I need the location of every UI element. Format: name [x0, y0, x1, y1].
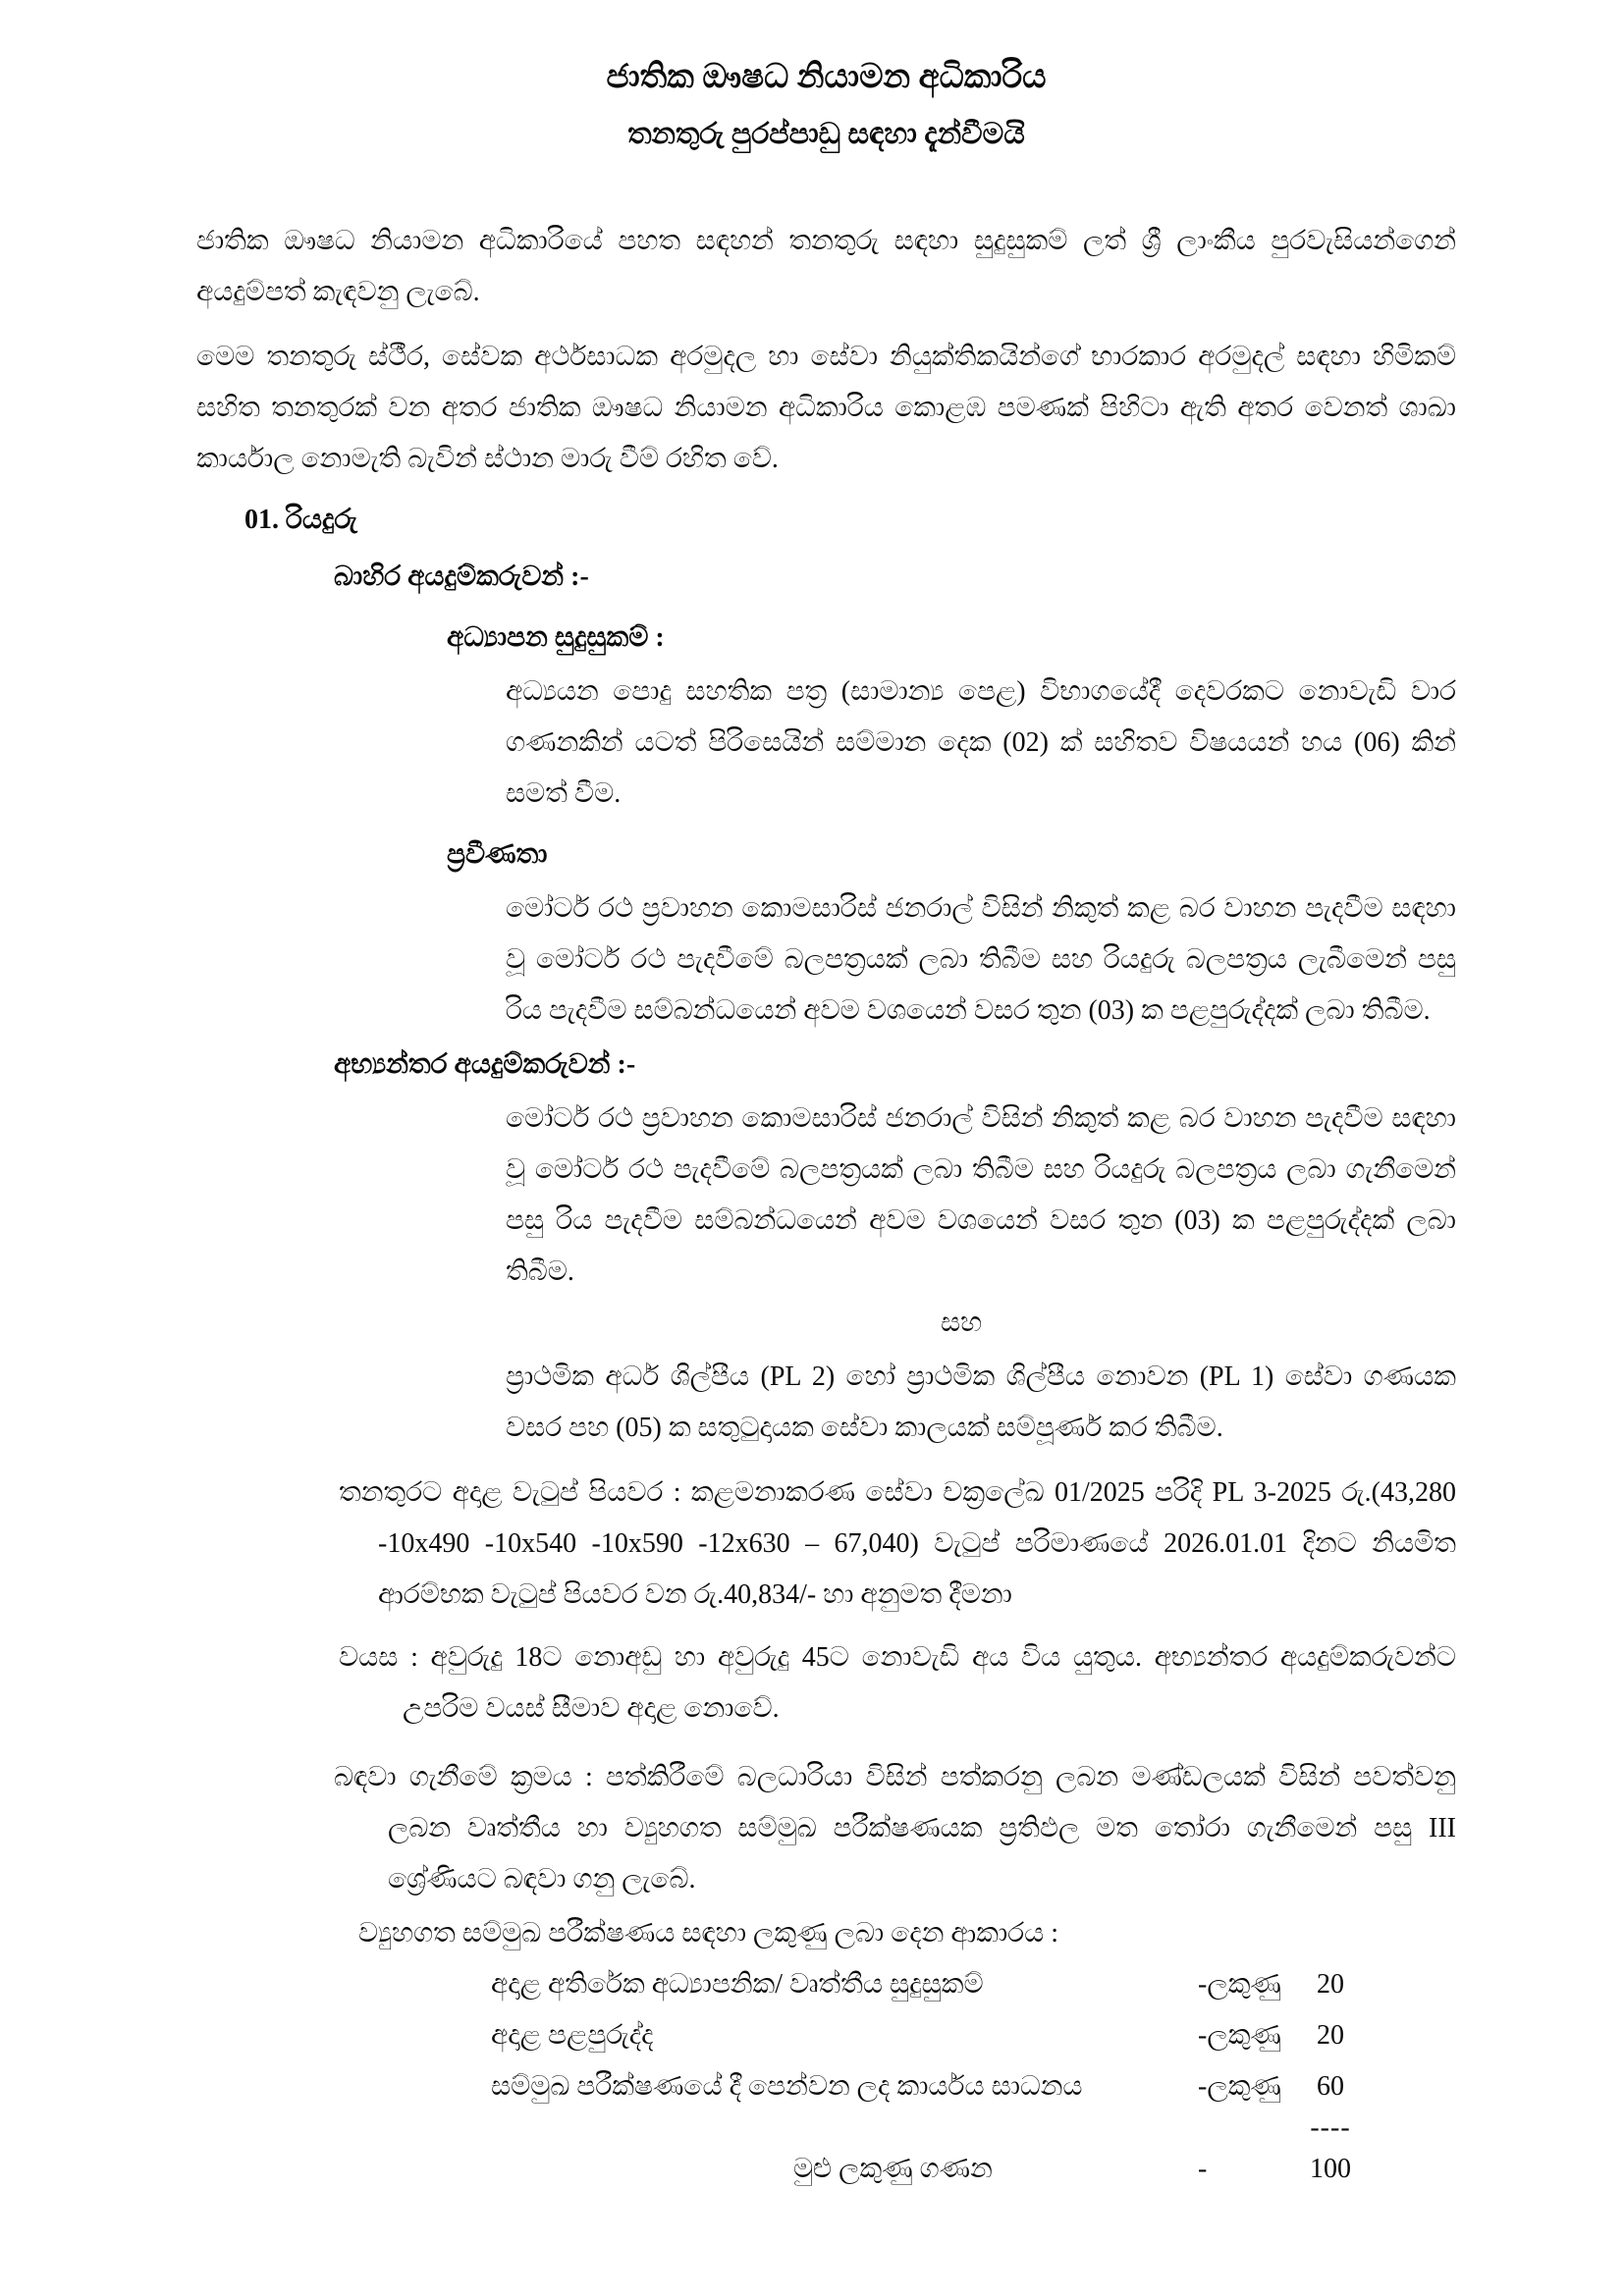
marks-row-education — [491, 1959, 1456, 2010]
recruitment-method-text: බඳවා ගැනීමේ ක්‍රමය : පත්කිරීමේ බලධාරියා විසින් පත්කරනු ලබන මණ්ඩලයක් විසින් පවත්වනු ලබන වෘත්තීය හා ව්‍යුහගත සම්මුඛ පරීක්ෂණයක ප්‍රතිඵල මත තෝරා ගැනීමෙන් පසු III ශ්‍රේණියට බඳවා ගනු ලැබේ. — [334, 1762, 1456, 1895]
marks-separator-row — [491, 2112, 1456, 2144]
marks-separator-dashes: ---- — [1310, 2112, 1351, 2143]
marks-word: -ලකුණු — [1198, 2071, 1281, 2102]
marks-row-label: අදාළ අතිරේක අධ්‍යාපනික/ වෘත්තීය සුදුසුකම් — [491, 1969, 984, 2000]
total-marks-value: 100 — [1310, 2154, 1351, 2184]
education-qualifications-text: අධ්‍යයන පොදු සහතික පත්‍ර (සාමාන්‍ය පෙළ) විභාගයේදී දෙවරකට නොවැඩි වාර ගණනකින් යටත් පිරිසෙයින් සම්මාන දෙක (02) ක් සහිතව විෂයයන් හය (06) කින් සමත් වීම. — [506, 676, 1456, 809]
marks-row-experience — [491, 2010, 1456, 2061]
marks-scheme-heading: ව්‍යුහගත සම්මුඛ පරීක්ෂණය සඳහා ලකුණු ලබා දෙන ආකාරය : — [358, 1918, 1059, 1949]
service-period-text: ප්‍රාථමික අර්ධ ශිල්පීය (PL 2) හෝ ප්‍රාථමික ශිල්පීය නොවන (PL 1) සේවා ගණයක වසර පහ (05) ක සතුටුදායක සේවා කාලයක් සම්පූර්ණ කර තිබීම. — [506, 1362, 1456, 1443]
intro-paragraph: ජාතික ඖෂධ නියාමන අධිකාරියේ පහත සඳහන් තනතුරු සඳහා සුදුසුකම් ලත් ශ්‍රී ලාංකීය පුරවැසියන්ගෙන් අයදුම්පත් කැඳවනු ලැබේ. — [196, 226, 1456, 307]
marks-row-label: සම්මුඛ පරීක්ෂණයේ දී පෙන්වන ලද කාර්යය සාධනය — [491, 2071, 1083, 2102]
and-connector: සහ — [941, 1308, 983, 1338]
tenure-note-paragraph: මෙම තනතුරු ස්ථීර, සේවක අර්ථසාධක අරමුදල හා සේවා නියුක්තිකයින්ගේ භාරකාර අරමුදල් සඳහා හිමිකම් සහිත තනතුරක් වන අතර ජාතික ඖෂධ නියාමන අධිකාරිය කොළඹ පමණක් පිහිටා ඇති අතර වෙනත් ශාඛා කාර්යාල නොමැති බැවින් ස්ථාන මාරු වීම් රහිත වේ. — [196, 342, 1456, 474]
marks-row-label: අදාළ පළපුරුද්ද — [491, 2020, 654, 2051]
internal-applicants-text: මෝටර් රථ ප්‍රවාහන කොමසාරිස් ජනරාල් විසින් නිකුත් කළ බර වාහන පැදවීම සඳහා වූ මෝටර් රථ පැදවීමේ බලපත්‍රයක් ලබා තිබීම සහ රියදුරු බලපත්‍රය ලබා ගැනීමෙන් පසු රිය පැදවීම සම්බන්ධයෙන් අවම වශයෙන් වසර තුන (03) ක පළපුරුද්දක් ලබා තිබීම. — [506, 1103, 1456, 1287]
proficiency-text: මෝටර් රථ ප්‍රවාහන කොමසාරිස් ජනරාල් විසින් නිකුත් කළ බර වාහන පැදවීම සඳහා වූ මෝටර් රථ පැදවීමේ බලපත්‍රයක් ලබා තිබීම සහ රියදුරු බලපත්‍රය ලැබීමෙන් පසු රිය පැදවීම සම්බන්ධයෙන් අවම වශයෙන් වසර තුන (03) ක පළපුරුද්දක් ලබා තිබීම. — [506, 893, 1456, 1026]
marks-value: 60 — [1317, 2071, 1344, 2102]
marks-value: 20 — [1317, 1969, 1344, 2000]
post-heading-driver: 01. රියදුරු — [244, 505, 357, 535]
education-qualifications-heading: අධ්‍යාපන සුදුසුකම් : — [447, 622, 665, 653]
age-limit-text: වයස : අවුරුදු 18ට නොඅඩු හා අවුරුදු 45ට නොවැඩි අය විය යුතුය. අභ්‍යන්තර අයදුම්කරුවන්ට උපරිම වයස් සීමාව අදාළ නොවේ. — [339, 1642, 1456, 1724]
marks-word: -ලකුණු — [1198, 2020, 1281, 2051]
page-title: ජාතික ඖෂධ නියාමන අධිකාරිය — [606, 59, 1047, 95]
marks-word: -ලකුණු — [1198, 1969, 1281, 2000]
page-subtitle: තනතුරු පුරප්පාඩු සඳහා දැන්වීමයි — [627, 118, 1025, 150]
external-applicants-heading: බාහිර අයදුම්කරුවන් :- — [334, 561, 589, 592]
internal-applicants-heading: අභ්‍යන්තර අයදුම්කරුවන් :- — [334, 1049, 636, 1080]
marks-row-interview-performance — [491, 2061, 1456, 2112]
total-marks-label: මුළු ලකුණු ගණන — [793, 2154, 993, 2184]
proficiency-heading: ප්‍රවීණතා — [447, 839, 548, 870]
total-marks-row — [793, 2144, 1456, 2195]
marks-value: 20 — [1317, 2020, 1344, 2051]
salary-scale-text: තනතුරට අදාළ වැටුප් පියවර : කළමනාකරණ සේවා චක්‍රලේඛ 01/2025 පරිදි PL 3-2025 රු.(43,280 -10x490 -10x540 -10x590 -12x630 – 67,040) වැටුප් පරිමාණයේ 2026.01.01 දිනට නියමිත ආරම්භක වැටුප් පියවර වන රු.40,834/- හා අනුමත දීමනා — [339, 1477, 1456, 1610]
total-marks-dash: - — [1198, 2154, 1208, 2184]
